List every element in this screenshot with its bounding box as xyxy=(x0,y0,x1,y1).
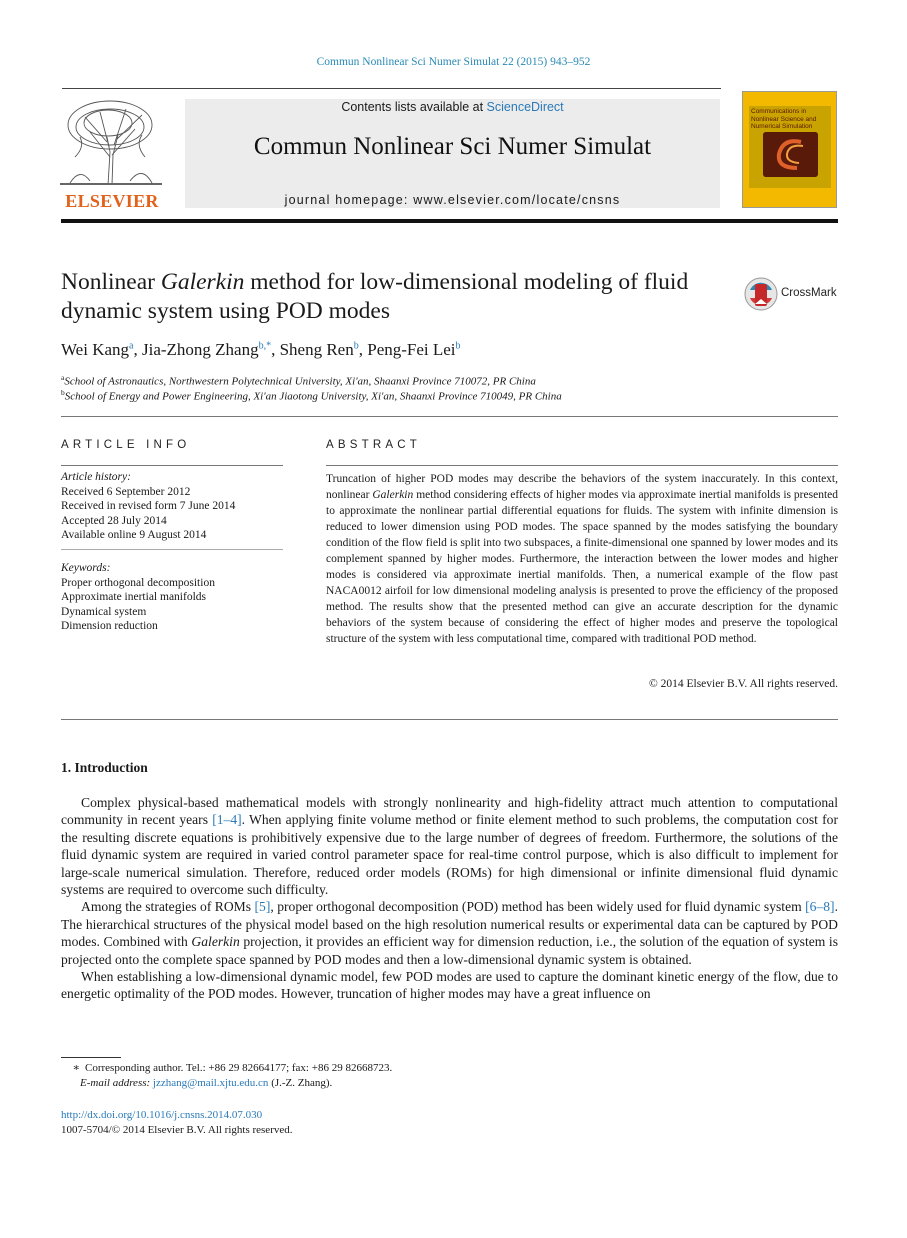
contents-line xyxy=(185,100,720,114)
text-run: . When applying finite volume method or finite element method to such problems, the computation cost for the resulting discrete equations is prohibitively expensive due to the large number of degrees of freedom. Furthermore, the solutions of the fluid dynamic system are required in varied control parameter space for real-time control purpose, which is also difficult to implement for large-scale numerical simulation. Therefore, reduced order models (ROMs) for high dimensional or infinite dimensional fluid dynamic systems are required to overcome such difficulty. xyxy=(61,812,838,898)
crossmark-icon xyxy=(744,276,778,312)
asterisk-mark: ∗ xyxy=(72,1062,80,1074)
text-run: Complex physical-based mathematical models with strongly nonlinearity and high-fidelity attract much attention to computational community in recent years xyxy=(61,795,838,828)
abstract-italic: Galerkin xyxy=(372,489,414,501)
corresponding-text: Corresponding author. Tel.: +86 29 82664177; fax: +86 29 82668723. xyxy=(85,1062,393,1074)
journal-name: Commun Nonlinear Sci Numer Simulat xyxy=(253,133,652,160)
journal-cover[interactable] xyxy=(742,91,837,208)
affiliation-b xyxy=(61,388,761,403)
author-affiliation-mark[interactable]: b xyxy=(353,340,359,352)
author-name[interactable]: Wei Kang xyxy=(61,340,130,359)
section-heading-introduction: 1. Introduction xyxy=(61,760,148,775)
text-italic: Galerkin xyxy=(191,934,240,950)
abstract-heading: ABSTRACT xyxy=(326,439,421,451)
reference-link[interactable]: [1–4] xyxy=(212,812,242,828)
cover-artwork-icon xyxy=(763,132,818,177)
keyword-item: Approximate inertial manifolds xyxy=(61,591,206,603)
header-separator xyxy=(61,416,838,417)
header-top-rule xyxy=(62,88,721,89)
article-info-heading: ARTICLE INFO xyxy=(61,439,191,451)
history-item: Accepted 28 July 2014 xyxy=(61,514,167,527)
abstract-copyright: © 2014 Elsevier B.V. All rights reserved. xyxy=(649,678,838,690)
author-name[interactable]: Sheng Ren xyxy=(279,340,354,359)
introduction-body xyxy=(61,794,838,1003)
author-affiliation-mark[interactable]: b,* xyxy=(258,340,272,352)
keywords xyxy=(61,561,286,634)
keyword-item: Dynamical system xyxy=(61,605,147,618)
affiliation-text: School of Astronautics, Northwestern Polytechnical University, Xi'an, Shaanxi Province 710072, PR China xyxy=(64,375,536,388)
paragraph: When establishing a low-dimensional dynamic model, few POD modes are used to capture the dominant kinetic energy of the flow, due to energetic optimality of the POD modes. However, truncation of higher modes may have a great influence on xyxy=(61,969,838,1002)
crossmark-label: CrossMark xyxy=(781,287,837,299)
email-footnote xyxy=(80,1076,780,1091)
affiliation-mark: b xyxy=(61,388,65,397)
history-item: Received in revised form 7 June 2014 xyxy=(61,500,236,512)
sciencedirect-link[interactable]: ScienceDirect xyxy=(486,100,564,114)
corresponding-footnote xyxy=(61,1061,761,1076)
title-italic: Galerkin xyxy=(160,269,245,295)
author-name[interactable]: Peng-Fei Lei xyxy=(367,340,456,359)
paragraph xyxy=(61,898,838,968)
doi-link[interactable]: http://dx.doi.org/10.1016/j.cnsns.2014.07.030 xyxy=(61,1109,263,1121)
title-part-2: method for low-dimensional modeling of fluid dynamic system using POD modes xyxy=(61,269,689,324)
text-run: , proper orthogonal decomposition (POD) method has been widely used for fluid dynamic system xyxy=(270,899,806,915)
article-title xyxy=(61,268,711,326)
paragraph xyxy=(61,794,838,898)
abstract-part-1: Truncation of higher POD modes may describe the behaviors of the system inaccurately. In this context, nonlinear xyxy=(326,473,838,501)
history-label: Article history: xyxy=(61,471,131,483)
article-history xyxy=(61,470,286,543)
affiliation-a xyxy=(61,373,761,388)
reference-link[interactable]: [6–8] xyxy=(805,899,835,915)
email-suffix: (J.-Z. Zhang). xyxy=(268,1077,333,1089)
author-affiliation-mark[interactable]: b xyxy=(455,340,461,352)
keywords-label: Keywords: xyxy=(61,562,111,574)
header-thick-rule xyxy=(61,219,838,223)
issn-line: 1007-5704/© 2014 Elsevier B.V. All rights reserved. xyxy=(61,1124,293,1136)
history-item: Received 6 September 2012 xyxy=(61,485,191,498)
keyword-item: Dimension reduction xyxy=(61,620,158,632)
journal-homepage[interactable]: journal homepage: www.elsevier.com/locate/cnsns xyxy=(284,193,621,207)
abstract-rule xyxy=(326,465,838,466)
text-run: Among the strategies of ROMs xyxy=(81,899,255,915)
email-label: E-mail address: xyxy=(80,1077,151,1089)
title-part-1: Nonlinear xyxy=(61,269,161,295)
author-affiliation-mark[interactable]: a xyxy=(129,340,134,352)
text-run: projection, it provides an efficient way for dimension reduction, i.e., the solution of the equation of system is projected onto the complete space spanned by POD modes and then a low-dimensional dynamic system is obtained. xyxy=(61,934,838,967)
email-link[interactable]: jzzhang@mail.xjtu.edu.cn xyxy=(152,1077,269,1089)
info-rule xyxy=(61,465,283,466)
abstract-bottom-rule xyxy=(61,719,838,720)
publisher-wordmark: ELSEVIER xyxy=(65,191,159,211)
journal-citation[interactable]: Commun Nonlinear Sci Numer Simulat 22 (2015) 943–952 xyxy=(316,56,591,68)
abstract-text xyxy=(326,471,838,647)
author-list: Wei Kang$^a$, Jia-Zhong Zhang$^{b,*}$, Sheng Ren$^b$, Peng-Fei Lei$^b$ xyxy=(61,340,461,359)
history-item: Available online 9 August 2014 xyxy=(61,529,207,541)
cover-title: Communications in Nonlinear Science and Numerical Simulation xyxy=(751,108,817,130)
author-name[interactable]: Jia-Zhong Zhang xyxy=(141,340,259,359)
crossmark-badge[interactable] xyxy=(744,276,844,312)
affiliation-mark: a xyxy=(61,373,65,382)
footnote-rule xyxy=(61,1057,121,1058)
keywords-rule xyxy=(61,549,283,550)
abstract-part-2: method considering effects of higher modes via approximate inertial manifolds is presented to approximate the nonlinear partial differential equations for fluids. The system with infinite dimension is reduced to lower dimension using POD modes. The space spanned by the modes satisfying the boundary condition of the flow field is split into two subspaces, a finite-dimensional one spanned by lower modes and its complement spanned by higher modes. Furthermore, the interaction between the lower modes and higher modes is considered via approximate inertial manifolds. Then, a numerical example of the flow past NACA0012 airfoil for low dimensional modeling analysis is presented to prove the efficiency of the proposed method. The results show that the presented method can give an accurate description for the dynamic behaviors of the system because of considering the effect of higher modes and preserve the topological structure of the system with less computational time, compared with traditional POD method. xyxy=(326,489,838,645)
reference-link[interactable]: [5] xyxy=(254,899,271,915)
affiliation-text: School of Energy and Power Engineering, Xi'an Jiaotong University, Xi'an, Shaanxi Province 710049, PR China xyxy=(64,390,562,403)
contents-prefix: Contents lists available at xyxy=(341,100,487,114)
doi-block xyxy=(61,1108,293,1138)
text-run: . The hierarchical structures of the physical model based on the high resolution numerical results or experimental data can be captured by POD modes. Combined with xyxy=(61,899,838,950)
keyword-item: Proper orthogonal decomposition xyxy=(61,576,215,589)
